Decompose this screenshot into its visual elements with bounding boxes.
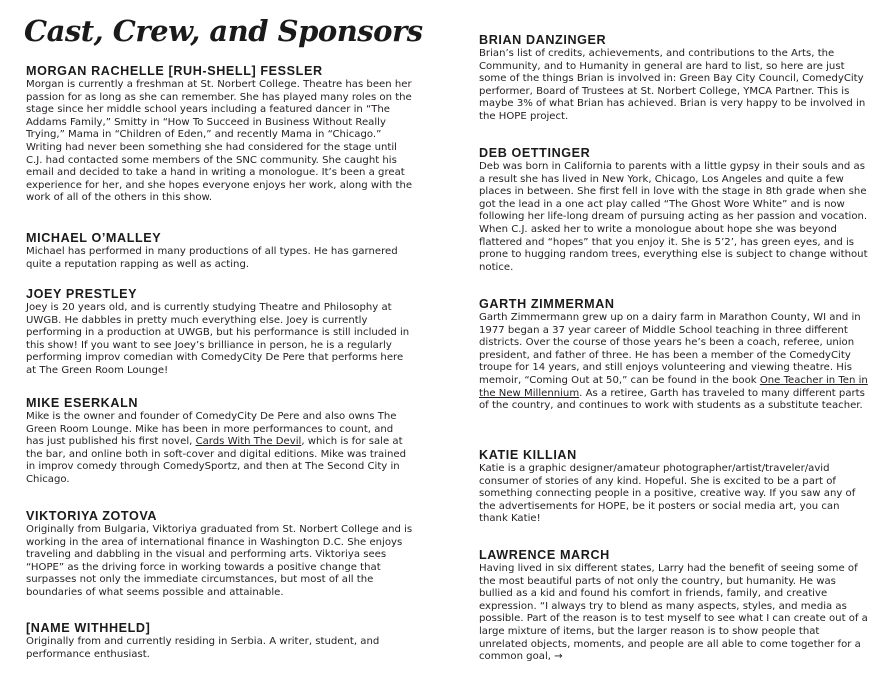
- person-bio: Having lived in six different states, Larry had the benefit of seeing some of the most beautiful parts of not only the country, but humanity. He was bullied as a kid and found his comfort in friends, family, and creative expression. “I always try to blend as many aspects, styles, and media as possible. Part of the reason is to test myself to see what I can create out of a large mixture of items, but the larger reason is to show people that unrelated objects, moments, and people are all able to come together for a common goal, →: [479, 563, 868, 663]
- bio-entry: [479, 33, 871, 124]
- bio-entry: [479, 448, 871, 526]
- person-name: [NAME WITHHELD]: [26, 621, 151, 635]
- person-bio: Brian’s list of credits, achievements, and contributions to the Arts, the Community, and to Humanity in general are hard to list, so here are just some of the things Brian is involved in: Green Bay City Council, ComedyCity performer, Board of Trustees at St. Norbert College, YMCA Partner. This is maybe 3% of what Brian has achieved. Brian is very happy to be involved in the HOPE project.: [479, 48, 866, 122]
- person-name: KATIE KILLIAN: [479, 448, 577, 462]
- page-title: Cast, Crew, and Sponsors: [24, 14, 423, 48]
- person-bio: Originally from Bulgaria, Viktoriya graduated from St. Norbert College and is working in the area of international finance in Washington D.C. She enjoys traveling and dabbling in the visual and performing arts. Viktoriya sees “HOPE” as the driving force in working towards a positive change that surpasses not only the immediate circumstances, but most of all the boundaries of what seems possible and attainable.: [26, 524, 413, 598]
- bio-text: , which is for sale at the bar, and online both in soft-cover and digital editions. Mike was trained in improv comedy through ComedySportz, and then at The Second City in Chicago.: [26, 436, 407, 485]
- person-name: VIKTORIYA ZOTOVA: [26, 509, 158, 523]
- bio-entry: [26, 396, 414, 487]
- bio-entry: [479, 297, 871, 413]
- person-name: BRIAN DANZINGER: [479, 33, 607, 47]
- bio-entry: [26, 509, 414, 600]
- person-name: JOEY PRESTLEY: [26, 287, 138, 301]
- person-name: GARTH ZIMMERMAN: [479, 297, 615, 311]
- bio-entry: [26, 287, 414, 378]
- person-bio: Katie is a graphic designer/amateur photographer/artist/traveler/avid consumer of stories of any kind. Hopeful. She is excited to be a part of something connecting people in a positive, creative way. If you saw any of the advertisements for HOPE, be it posters or social media art, you can thank Katie!: [479, 463, 856, 525]
- book-title: Cards With The Devil: [195, 436, 302, 448]
- person-bio: Originally from and currently residing in Serbia. A writer, student, and performance enthusiast.: [26, 636, 380, 660]
- person-bio: Joey is 20 years old, and is currently studying Theatre and Philosophy at UWGB. He dabbles in pretty much everything else. Joey is currently performing in a production at UWGB, but his performance is still included in this show! If you want to see Joey’s brilliance in person, he is a regularly performing improv comedian with ComedyCity De Pere that performs here at The Green Room Lounge!: [26, 302, 410, 376]
- person-name: MICHAEL O’MALLEY: [26, 231, 162, 245]
- bio-text: Mike is the owner and founder of ComedyCity De Pere and also owns The Green Room Lounge. Mike has been in more performances to count, and has just published his first novel,: [26, 411, 397, 448]
- person-name: DEB OETTINGER: [479, 146, 591, 160]
- bio-entry: [26, 64, 414, 205]
- bio-text: . As a retiree, Garth has traveled to many different parts of the country, and continues to work with students as a substitute teacher.: [479, 387, 865, 412]
- bio-entry: [26, 621, 414, 661]
- bio-entry: [479, 548, 871, 664]
- person-name: MORGAN RACHELLE [RUH-SHELL] FESSLER: [26, 64, 323, 78]
- person-bio: Deb was born in California to parents with a little gypsy in their souls and as a result she has lived in New York, Chicago, Los Angeles and quite a few places in between. She first fell in love with the stage in 8th grade when she got the lead in a one act play called “The Ghost Wore White” and is now following her life-long dream of pursuing acting as her passion and vocation. When C.J. asked her to write a monologue about hope she was beyond flattered and “hopes” that you enjoy it. She is 5’2’, has green eyes, and is prone to hugging random trees, everything else is subject to change without notice.: [479, 161, 868, 273]
- bio-entry: [26, 231, 414, 271]
- person-name: LAWRENCE MARCH: [479, 548, 610, 562]
- person-name: MIKE ESERKALN: [26, 396, 139, 410]
- person-bio: Morgan is currently a freshman at St. Norbert College. Theatre has been her passion for as long as she can remember. She has played many roles on the stage since her middle school years including a featured dancer in “The Addams Family,” Smitty in “How To Succeed in Business Without Really Trying,” Mama in “Children of Eden,” and recently Mama in “Chicago.” Writing had never been something she had considered for the stage until C.J. had contacted some members of the SNC community. She caught his email and decided to take a hand in writing a monologue. It’s been a great experience for her, and she hopes everyone enjoys her work, along with the work of all of the others in this show.: [26, 79, 413, 204]
- bio-entry: [479, 146, 871, 274]
- person-bio: [26, 411, 414, 487]
- book-title: One Teacher in Ten in the New Millennium: [479, 374, 868, 399]
- bio-text: Garth Zimmermann grew up on a dairy farm in Marathon County, WI and in 1977 began a 37 year career of Middle School teaching in three different districts. Over the course of those years he’s been a coach, referee, union president, and father of three. He has been a member of the ComedyCity troupe for 14 years, and still enjoys volunteering and viewing theatre. His memoir, “Coming Out at 50,” can be found in the book: [479, 312, 861, 386]
- person-bio: [479, 312, 871, 413]
- person-bio: Michael has performed in many productions of all types. He has garnered quite a reputation rapping as well as acting.: [26, 246, 398, 270]
